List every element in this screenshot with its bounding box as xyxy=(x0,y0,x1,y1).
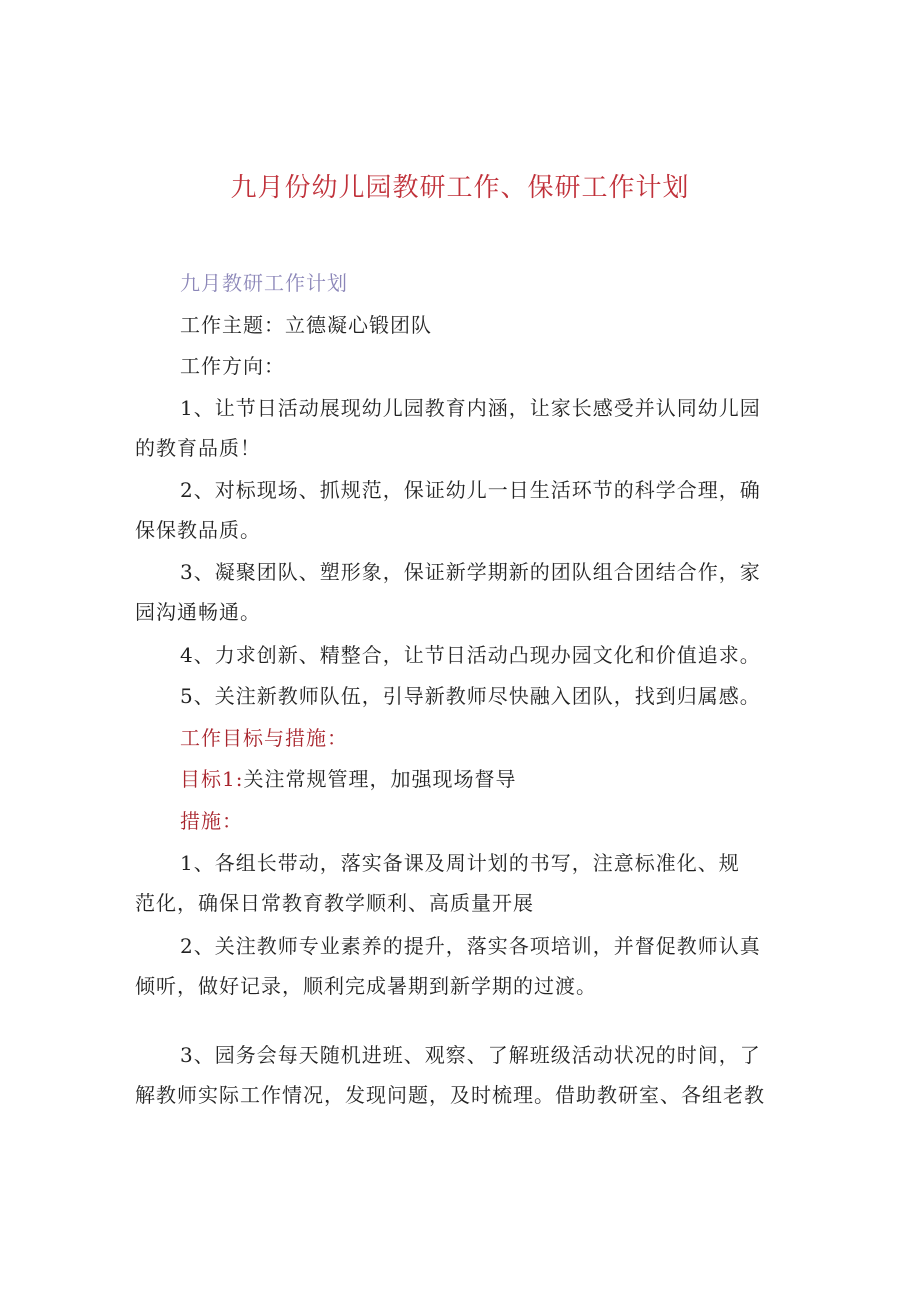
direction-item-2-line-1: 2、对标现场、抓规范，保证幼儿一日生活环节的科学合理，确 xyxy=(180,478,761,502)
direction-item-1-line-2: 的教育品质！ xyxy=(135,436,261,460)
direction-item-2-line-2: 保保教品质。 xyxy=(135,518,261,542)
section-heading: 九月教研工作计划 xyxy=(180,271,348,295)
goal-1 xyxy=(180,764,516,794)
document-title: 九月份幼儿园教研工作、保研工作计划 xyxy=(230,173,690,203)
measure-item-2-line-1: 2、关注教师专业素养的提升，落实各项培训，并督促教师认真 xyxy=(180,934,761,958)
direction-label: 工作方向： xyxy=(180,354,285,378)
measure-item-3-line-2: 解教师实际工作情况，发现问题，及时梳理。借助教研室、各组老教 xyxy=(135,1083,765,1107)
measure-item-1-line-2: 范化，确保日常教育教学顺利、高质量开展 xyxy=(135,891,534,915)
measure-item-3-line-1: 3、园务会每天随机进班、观察、了解班级活动状况的时间，了 xyxy=(180,1043,761,1067)
measures-label: 措施： xyxy=(180,809,243,833)
goal-1-text: 关注常规管理，加强现场督导 xyxy=(243,767,517,791)
direction-item-3-line-2: 园沟通畅通。 xyxy=(135,600,261,624)
direction-item-3-line-1: 3、凝聚团队、塑形象，保证新学期新的团队组合团结合作，家 xyxy=(180,560,761,584)
measure-item-1-line-1: 1、各组长带动，落实备课及周计划的书写，注意标准化、规 xyxy=(180,851,740,875)
direction-item-1-line-1: 1、让节日活动展现幼儿园教育内涵，让家长感受并认同幼儿园 xyxy=(180,396,761,420)
direction-item-5: 5、关注新教师队伍，引导新教师尽快融入团队，找到归属感。 xyxy=(180,684,761,708)
measure-item-2-line-2: 倾听，做好记录，顺利完成暑期到新学期的过渡。 xyxy=(135,974,597,998)
direction-item-4: 4、力求创新、精整合，让节日活动凸现办园文化和价值追求。 xyxy=(180,643,761,667)
work-theme: 工作主题：立德凝心锻团队 xyxy=(180,313,432,337)
goal-1-label: 目标1: xyxy=(180,767,244,791)
goals-heading: 工作目标与措施： xyxy=(180,726,348,750)
